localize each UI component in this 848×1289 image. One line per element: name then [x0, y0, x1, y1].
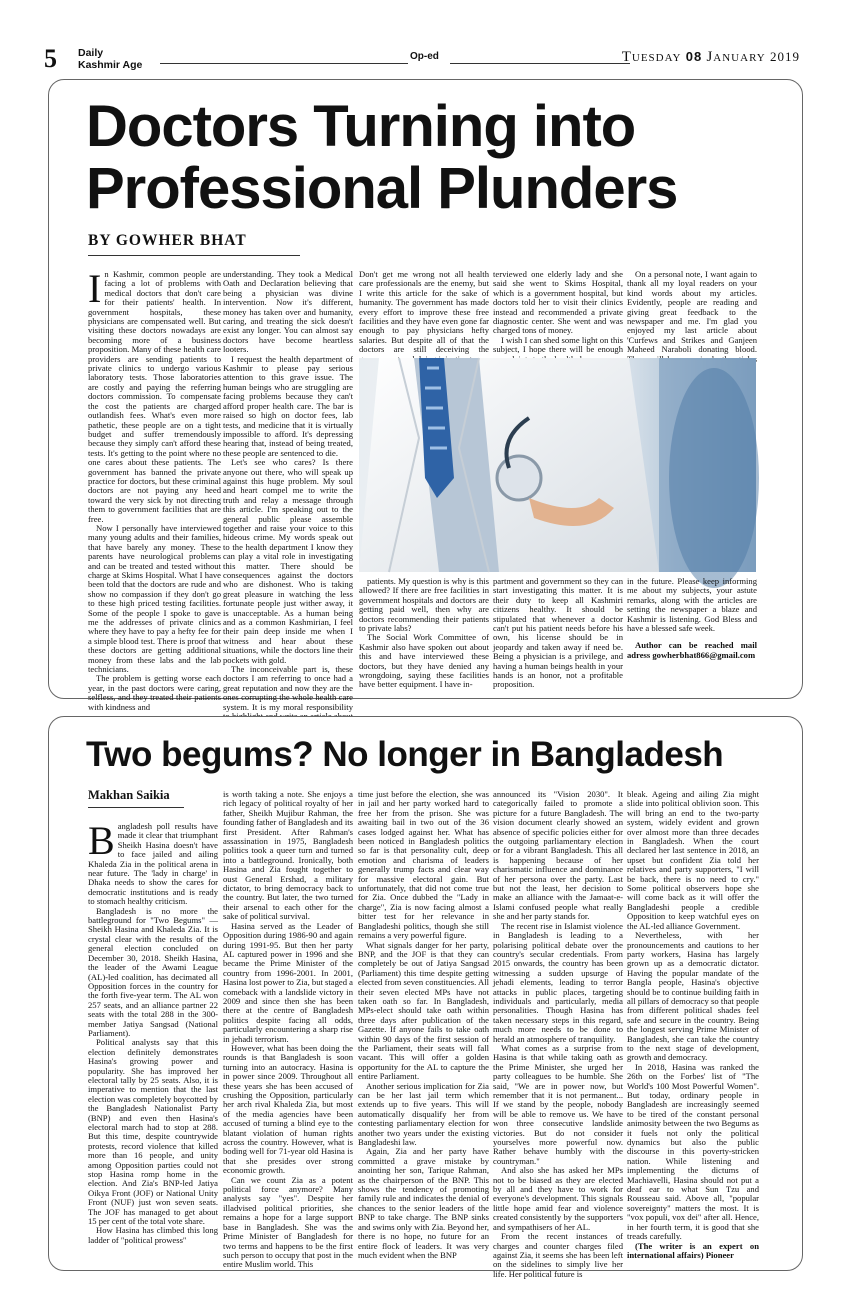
paragraph: The recent rise in Islamist violence in Bangladesh is leading to a polarising political debate over the country's secular credentials. From 2015 onwards, the country has been witnessing a sudden upsurge of jehadi elements, leading to terror attacks in public places, targeting individuals and particularly, media personalities. Though Hasina has taken necessary steps in this regard, much more needs to be done to herald an atmosphere of tranquility. — [493, 920, 623, 1044]
article1-column-1 — [88, 266, 221, 712]
paragraph: How Hasina has climbed this long ladder of "political prowess" — [88, 1225, 218, 1245]
paragraph: What signals danger for her party, BNP, and the JOF is that they can completely be out of Jatiya Sangsad (Parliament) this time despite getting elected from seven constituencies. All their seven elected MPs have not taken oath so far. In Bangladesh, MPs-elect should take oath within three days after publication of the Gazette. If anyone fails to take oath within 90 days of the first session of the Parliament, their seats will fall vacant. This will offer a golden opportunity for the AL to capture the entire Parliament. — [358, 939, 489, 1082]
paragraph: I request the health department of Kashmir to please pay serious attention to this grave issue. The human beings who are struggling are facing problems because they can't afford proper health care. The bar is raised so high on doctor fees, lab tests, and medicine that it is virtually impossible to afford. It's depressing hearing that, instead of being treated, these people are sentenced to die. — [223, 353, 353, 458]
paragraph: bleak. Ageing and ailing Zia might slide into political oblivion soon. This will bring an end to the two-party system, widely evident and grown over almost more than three decades in Bangladesh. When the court declared her last sentence in 2018, an upset but confident Zia told her relatives and party supporters, "I will be back, there is no need to cry." Some political observers hope she will come back as it will offer the Bangladeshi people a credible Opposition to keep watchful eyes on the AL-led alliance Government. — [627, 789, 759, 931]
paragraph: Again, Zia and her party have committed a grave mistake by anointing her son, Tarique Rahman, as the chairperson of the BNP. This shows the tendency of promoting family rule and indicates the denial of chances to the senior leaders of the BNP to take charge. The BNP sinks and swims only with Zia. Beyond her, there is no hope, no future for an entire flock of leaders. It was very much evident when the BNP — [358, 1146, 489, 1260]
byline-rule — [88, 807, 184, 808]
paragraph: However, what has been doing the rounds is that Bangladesh is soon turning into an autocracy. Hasina is in power since 2009. Throughout all these years she has been accused of crushing the Opposition, particularly her arch rival Khaleda Zia, but most of the media agencies have been accused of turning a blind eye to the blatant violation of human rights across the country. However, what is boding well for 71-year old Hasina is that she presides over strong economic growth. — [223, 1042, 353, 1176]
paragraph: And also she has asked her MPs not to be biased as they are elected by all and they have to work for everyone's development. This signals little hope amid fear and violence created consistently by the supporters and sympathisers of her AL. — [493, 1165, 623, 1232]
paragraph: Now I personally have interviewed many young adults and their families, that have barely any money. These parents have neurological problems and can be treated and tested without charge at Skims Hospital. What I have been told that the doctors are rude and show no compassion if they don't go to these high priced testing facilities. Some of the people I spoke to gave me the addresses of private clinics where they have to pay a hefty fee for a simple blood test. There is proof that these doctors are getting additional money from these labs and the lab technicians. — [88, 522, 221, 675]
header-rule-left — [160, 63, 408, 64]
article1-column-4-bottom — [493, 577, 623, 689]
doctor-photo — [359, 358, 756, 572]
headline-begums: Two begums? No longer in Bangladesh — [86, 735, 724, 774]
article2-column-4 — [493, 789, 623, 1279]
paragraph: announced its "Vision 2030". It categorically failed to promote a picture for a future Bangladesh. The vision document clearly showed an absence of specific policies either for the outgoing parliamentary election or for a vibrant Bangladesh. This all is happening because of her charismatic influence and dominance of her persona over the party. Last but not the least, her decision to make an alliance with the Jamaat-e-Islami confused people what really she and her party stands for. — [493, 789, 623, 922]
date-month: January — [706, 49, 766, 65]
article1-column-3-bottom — [359, 577, 489, 689]
paragraph: From the recent instances of charges and counter charges filed against Zia, it seems she has been left on the sidelines to simply live her life. Her political future is — [493, 1231, 623, 1279]
article2-column-2 — [223, 789, 353, 1270]
paragraph: n Kashmir, common people are facing a lot of problems with medical doctors that don't care for their patients' health. In government hospitals, these physicians are compensated well. But visiting these doctors nowadays are becoming more of a business proposition. Many of these health care providers are sending patients to private clinics to undergo various laboratory tests. Those laboratories are costly and paying the referring doctors commission. To compensate the cost the patients are charged outlandish fees. What's even more pathetic, these people are on a tight budget and suffer tremendously because they simply can't afford these tests. It's getting to the point where no one cares about these patients. The government has banned the private practice for doctors, but these criminal doctors are not paying any heed toward the very sick by not directing them to government facilities that are free. — [88, 269, 221, 524]
paragraph: Don't get me wrong not all health care professionals are the enemy, but I write this article for the sake of humanity. The government has made every effort to improve these free facilities and they have even gone far enough to pay physicians hefty salaries. But despite all of that the doctors are still deceiving the — [359, 269, 489, 355]
article1-column-2 — [223, 269, 353, 712]
paragraph: Bangladesh is no more the battleground for "Two Begums" — Sheikh Hasina and Khaleda Zia. It is crystal clear with the results of the general election concluded on December 30, 2018. Sheikh Hasina, the leader of the Awami League (AL)-led coalition, has decimated all Opposition forces in the country for the forth five-year term. The AL won 257 seats, and an alliance partner 22 seats with the total 288 in the 300-member Jatiya Sangsad (National Parliament). — [88, 905, 218, 1038]
newspaper-name-line2: Kashmir Age — [78, 59, 143, 71]
paragraph: partment and government so they can start investigating this matter. It is their duty to keep all Kashmiri citizens healthy. It should be stipulated that whenever a doctor can't put his patient needs before his own, his license should be in jeopardy and taken away if need be. Being a physician is a privilege, and having a human beings health in your hands is an honor, not a profitable proposition. — [493, 576, 623, 690]
author-note: (The writer is an expert on international affairs) Pioneer — [627, 1240, 759, 1260]
date-year: 2019 — [770, 49, 800, 64]
paragraph: The inconceivable part is, these doctors I am referring to once had a great reputation and now they are the ones corrupting the whole health care system. It is my moral responsibility — [223, 664, 353, 712]
paragraph: time just before the election, she was in jail and her party worked hard to free her from the prison. She was awaiting bail in two out of the 36 cases lodged against her. What has been noticed in Bangladesh politics so far is that personality cult, deep emotion and charisma of leaders generally trump facts and clear way for massive electoral gain. But unfortunately, that did not come true for Zia. Once dubbed the "Lady in charge", Zia is now facing almost a bitter test for her relevance in Bangladeshi politics, though she still remains a very powerful figure. — [358, 789, 489, 941]
paragraph: is worth taking a note. She enjoys a rich legacy of political royalty of her father, Sheikh Mujibur Rahman, the founding father of Bangladesh and its first President. After Rahman's assassination in 1975, Bangladesh politics took a queer turn and turned into a battleground. Ironically, both Hasina and Zia fought together to oust General Ershad, a military dictator, to bring democracy back to the country. But later, the two turned their arsenal to each other for the sake of political survival. — [223, 789, 353, 922]
paragraph: Nevertheless, with her pronouncements and cautions to her party workers, Hasina has largely grown up as a democratic dictator. Having the popular mandate of the Bangla people, Hasina's objective should be to continue building faith in all pillars of democracy so that people from different political shades feel safe and secure in the country. Being the longest serving Prime Minister of Bangladesh, she can take the country to the next stage of development, growth and democracy. — [627, 930, 759, 1063]
paragraph: angladesh poll results have made it clear that triumphant Sheikh Hasina doesn't have to face jailed and ailing Khaleda Zia in the political arena in near future. The 'lady in charge' in Dhaka needs to show the cares for democratic institutions and is ready to stomach healthy criticism. — [88, 821, 218, 907]
headline-doctors: Doctors Turning into Professional Plunders — [86, 94, 678, 221]
drop-cap: I — [88, 266, 102, 311]
paragraph: understanding. They took a Medical Oath and Declaration believing that being a physician was divine intervention. Now it's different, money has taken over and humanity, caring, and treating the sick doesn't exist any longer. You can almost say doctors have become heartless looters. — [223, 269, 353, 355]
paragraph: Can we count Zia as a potent political force anymore? Many analysts say "yes". Despite her illadvised political priorities, she remains a hope for a large support base in Bangladesh. She was the Prime Minister of Bangladesh for two terms and happens to be the first such person to occupy that post in the entire Muslim world. This — [223, 1174, 353, 1270]
article1-column-5-bottom — [627, 577, 757, 689]
paragraph: terviewed one elderly lady and she said she went to Skims Hospital, which is a government hospital, but doctors told her to visit their clinics instead and recommended a private diagnostic center. She went and was charged tons of money. — [493, 269, 623, 336]
paragraph: Political analysts say that this election definitely demonstrates Hasina's growing power and popularity. She has improved her electoral tally by 25 seats. Also, it is imperative to mention that the last election was completely boycotted by the Bangladesh Nationalist Party (BNP) and even then Hasina's electoral march had to stop at 288. But this time, despite countrywide protests, record violence that killed more than 16 people, and unity among Opposition parties could not stop Hasina romp home in the election. And Zia's BNP-led Jatiya Oikya Front (JOF) or National Unity Front (NUF) just won seven seats. The JOF has managed to get about 15 per cent of the total vote share. — [88, 1037, 218, 1227]
date-day: 08 — [685, 49, 703, 64]
paragraph: The Social Work Committee of Kashmir also have spoken out about this and have interviewed these doctors, but they have denied any wrongdoing, saying these facilities have better equipment. I have in- — [359, 632, 489, 690]
date-weekday: Tuesday — [621, 49, 682, 65]
byline-text: BY GOWHER BHAT — [88, 232, 247, 249]
page-number: 5 — [44, 44, 57, 73]
paragraph: Let's see who cares? Is there anyone out there, who will speak up against this huge problem. My soul and heart compel me to write the truth and relay a message through this article. I'm speaking out to the general public please assemble together and raise your voice to this hideous crime. My words speak out to the health department I know they can play a vital role in investigating this matter. There should be consequences against the doctors who are dishonest. Who is taking great pleasure in watching the less fortunate people just wither away, it is unacceptable. As a human being and as a common Kashmirian, I feel their pain deep inside me when I witness and hear about these situations, while the doctors line their pockets with gold. — [223, 457, 353, 665]
paragraph: Another serious implication for Zia can be her last jail term which extends up to five years. This will automatically disqualify her from contesting parliamentary election for another two years under the existing Bangladeshi law. — [358, 1080, 489, 1148]
drop-cap: B — [88, 818, 115, 863]
doctor-illustration — [359, 358, 756, 572]
paragraph: in the future. Please keep informing me about my subjects, your astute remarks, along with the articles are setting the newspaper a blaze and Kashmir is listening. God Bless and have a blessed safe week. — [627, 576, 757, 634]
article1-column-5-top — [627, 270, 757, 356]
article1-column-4-top — [493, 270, 623, 356]
article1-column-3-top — [359, 270, 489, 356]
paragraph: In 2018, Hasina was ranked the 26th on the Forbes' list of "The World's 100 Most Powerful Women". But today, ordinary people in Bangladesh are increasingly seemed to be tired of the constant personal animosity between the two Begums as it fuels not only the political dynamics but also the public discourse in this poverty-stricken nation. While listening and implementing the dictums of Machiavelli, Hasina should not put a deaf ear to what Sun Tzu and Rousseau said. Above all, "popular sovereignty" matters the most. It is "vox populi, vox dei" after all. Hence, in her fourth term, it is good that she treads carefully. — [627, 1061, 759, 1242]
paragraph: On a personal note, I want again to thank all my loyal readers on your kind words about my articles. Evidently, people are reading and giving great feedback to the newspaper and me. I'm glad you enjoyed my last article about 'Curfews and Strikes and Ganjeen Maheed Naraboli donating blood. — [627, 269, 757, 355]
section-label: Op-ed — [410, 51, 439, 62]
byline-rule — [88, 255, 300, 256]
byline-text: Makhan Saikia — [88, 788, 170, 802]
paragraph: The problem is getting worse each year, in the past doctors were caring, selfless, and they treated their patients with kindness and — [88, 673, 221, 712]
paragraph: Hasina served as the Leader of Opposition during 1986-90 and again during 1991-95. But then her party AL captured power in 1996 and she became the Prime Minister of the country from 1996-2001. In 2001, Hasina lost power to Zia, but staged a comeback with a landslide victory in 2009 and since then she has been there at the centre of Bangladesh politics despite facing all odds, particularly encountering a sharp rise in jehadi terrorism. — [223, 920, 353, 1044]
newspaper-name-line1: Daily — [78, 47, 104, 59]
author-contact: Author can be reached mail adress gowherbhat866@gmail.com — [627, 640, 757, 660]
byline-doctors — [88, 232, 300, 256]
header-rule-right — [450, 63, 630, 64]
newspaper-name — [78, 47, 142, 71]
paragraph: What comes as a surprise from Hasina is that while taking oath as the Prime Minister, she urged her party colleagues to be humble. She said, "We are in power now, but remember that it is not permanent... If we stand by the people, nobody will be able to remove us. We have won three consecutive landslide victories. But do not consider yourselves more powerful now. Rather behave humbly with the countryman." — [493, 1042, 623, 1166]
byline-begums — [88, 788, 184, 808]
article2-column-1 — [88, 818, 218, 1259]
article2-column-3 — [358, 790, 489, 1259]
page-header — [0, 0, 848, 72]
issue-date — [622, 49, 800, 66]
paragraph: patients. My question is why is this allowed? If there are free facilities in government hospitals and doctors are getting paid well, then why are doctors recommending their patients to private labs? — [359, 576, 489, 634]
paragraph: I wish I can shed some light on this subject, I hope there will be enough — [493, 334, 623, 355]
article2-column-5 — [627, 790, 759, 1259]
